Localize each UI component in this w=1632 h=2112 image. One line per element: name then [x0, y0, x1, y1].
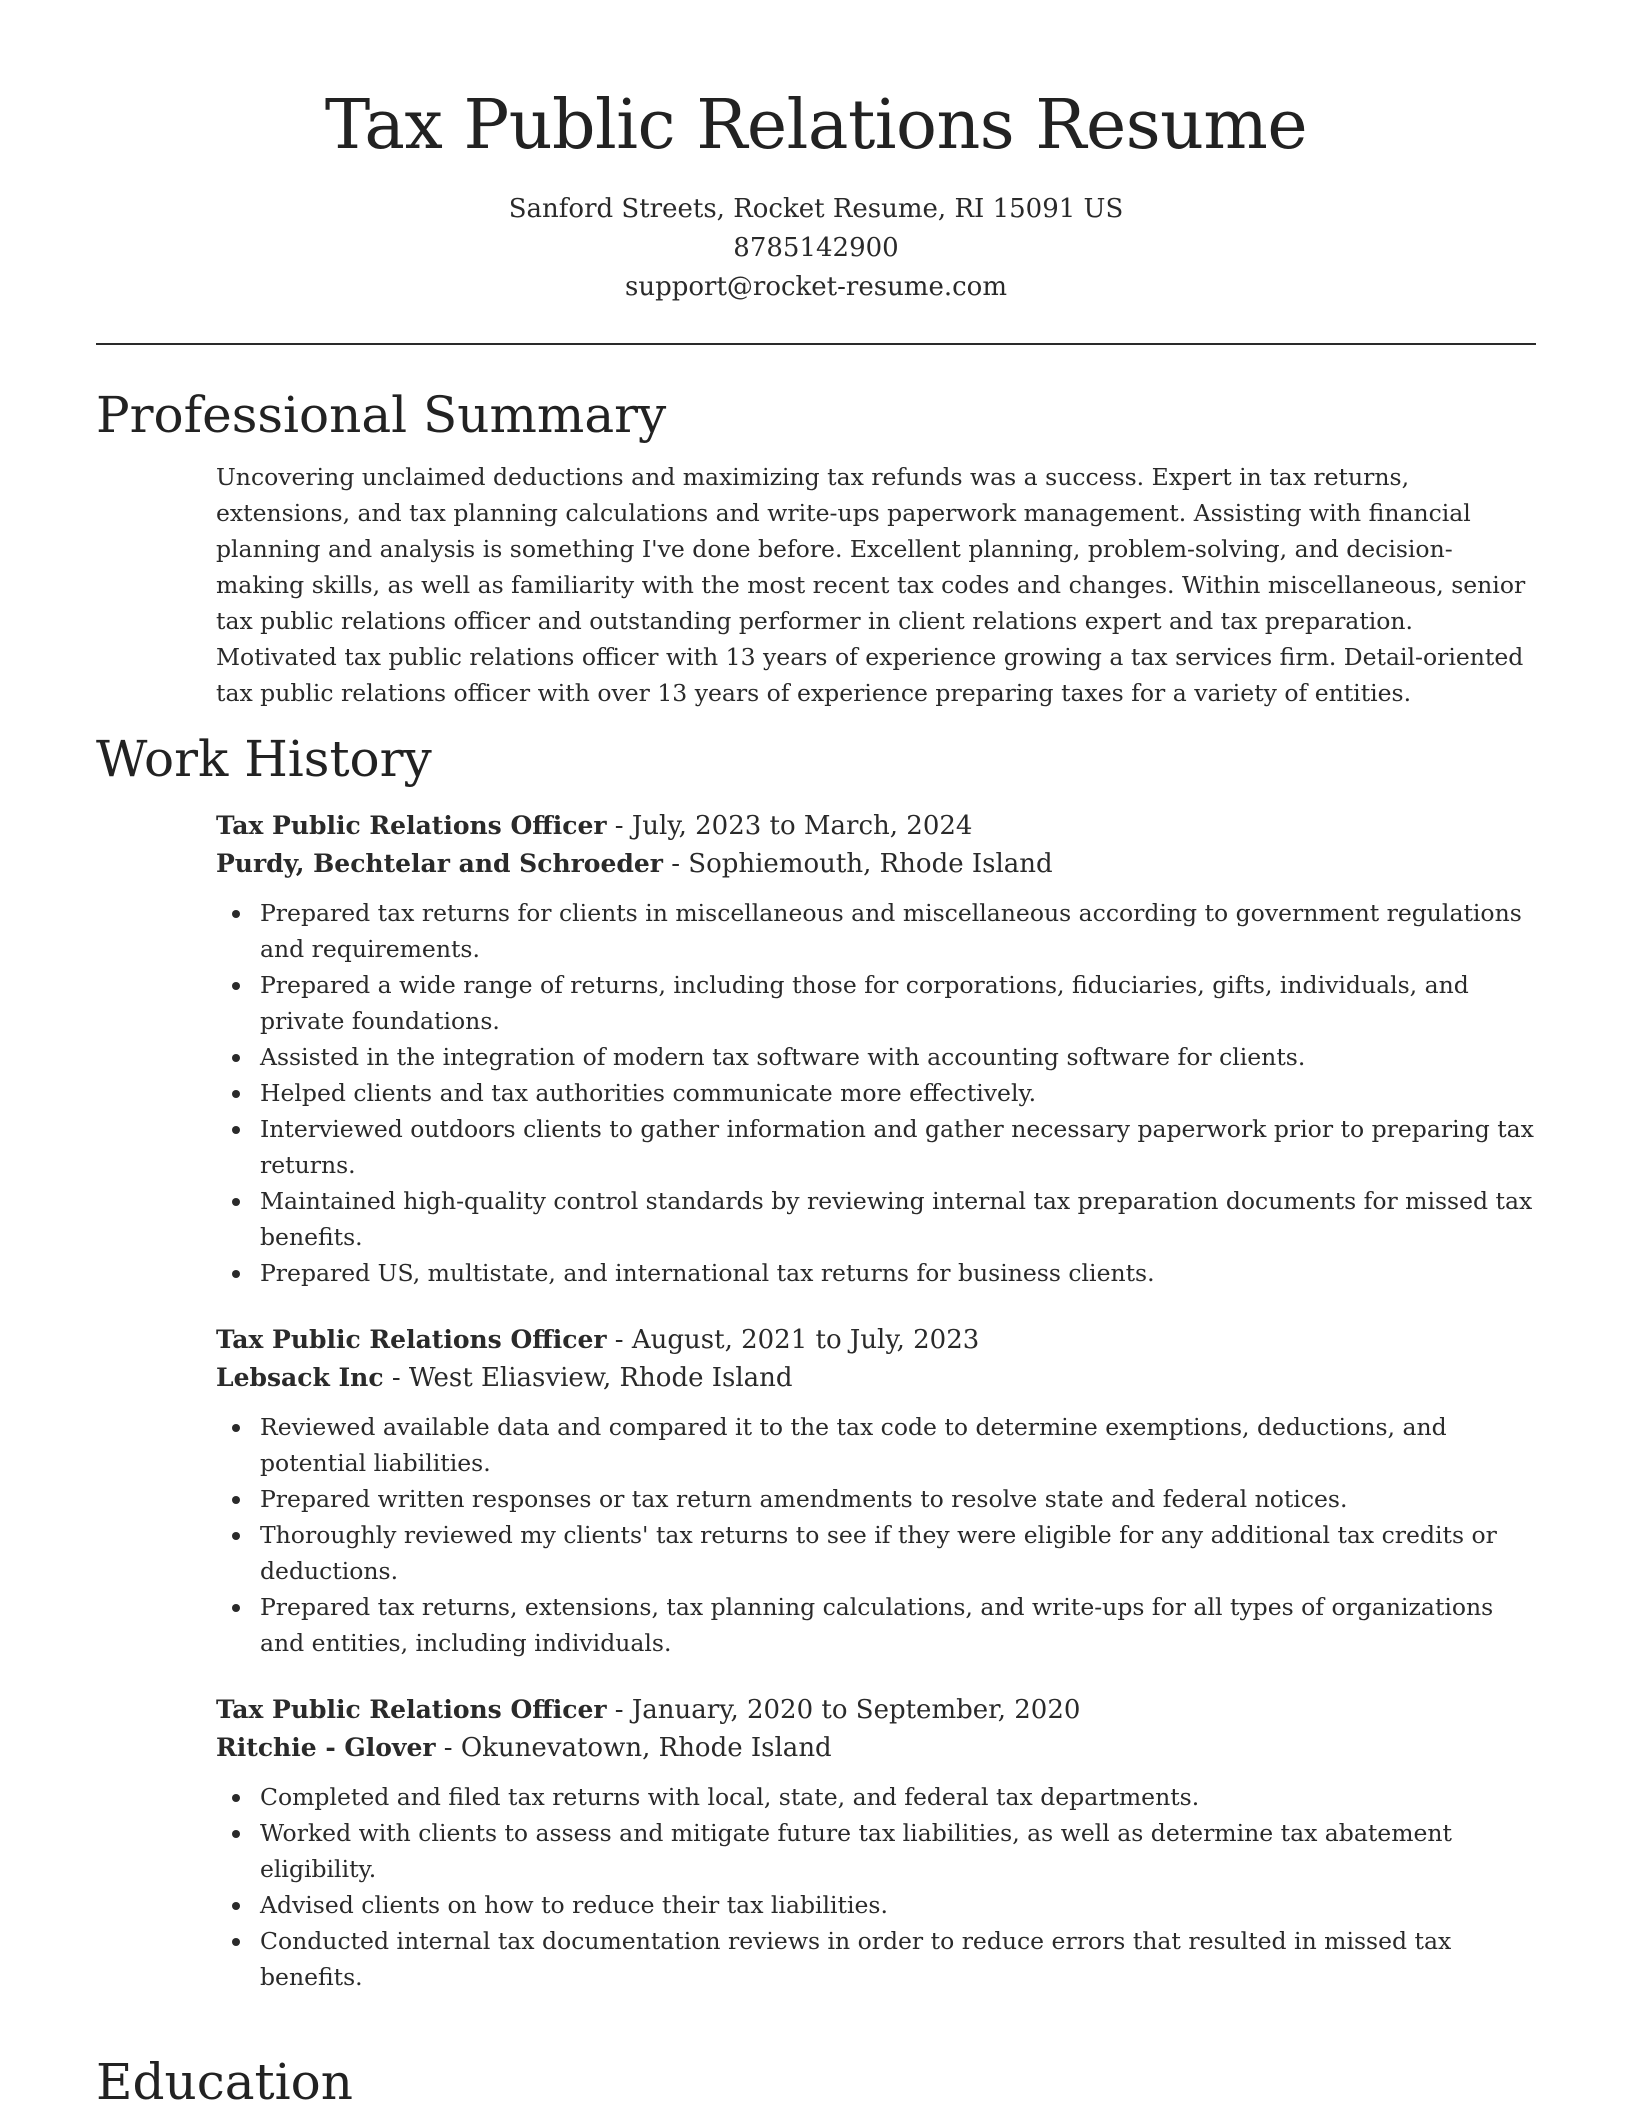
contact-email: support@rocket-resume.com [624, 272, 1007, 302]
job-bullet: Advised clients on how to reduce their tax liabilities. [216, 1887, 1536, 1923]
bullet-dot-icon [232, 1198, 240, 1206]
job-company: Lebsack Inc [216, 1363, 384, 1392]
contact-address: Sanford Streets, Rocket Resume, RI 15091 US [508, 194, 1124, 224]
bullet-dot-icon [232, 1054, 240, 1062]
work-history-heading: Work History [96, 730, 432, 788]
job-company-line [216, 845, 1536, 883]
job-company-line [216, 1359, 1536, 1397]
bullet-dot-icon [232, 982, 240, 990]
job-bullet: Reviewed available data and compared it to the tax code to determine exemptions, deductions, and potential liabilities. [216, 1409, 1536, 1481]
job-title: Tax Public Relations Officer [216, 1695, 607, 1724]
job-bullet: Maintained high-quality control standards by reviewing internal tax preparation documents for missed tax benefits. [216, 1183, 1536, 1255]
job-bullet: Thoroughly reviewed my clients' tax returns to see if they were eligible for any additional tax credits or deductions. [216, 1517, 1536, 1589]
job-bullet: Helped clients and tax authorities communicate more effectively. [216, 1075, 1536, 1111]
job-dates: - July, 2023 to March, 2024 [606, 811, 973, 841]
job-bullet: Prepared tax returns, extensions, tax planning calculations, and write-ups for all types of organizations and entities, including individuals. [216, 1589, 1536, 1661]
bullet-dot-icon [232, 1424, 240, 1432]
job-entry [216, 1321, 1536, 1661]
job-bullet: Conducted internal tax documentation reviews in order to reduce errors that resulted in missed tax benefits. [216, 1923, 1536, 1995]
job-bullet: Prepared tax returns for clients in miscellaneous and miscellaneous according to government regulations and requirements. [216, 895, 1536, 967]
job-location: - West Eliasview, Rhode Island [383, 1363, 793, 1393]
contact-block [96, 190, 1536, 307]
job-bullet: Completed and filed tax returns with local, state, and federal tax departments. [216, 1779, 1536, 1815]
bullet-dot-icon [232, 910, 240, 918]
resume-page [96, 0, 1536, 2111]
job-company: Purdy, Bechtelar and Schroeder [216, 849, 663, 878]
job-title-line [216, 1321, 1536, 1359]
bullet-dot-icon [232, 1604, 240, 1612]
job-entry [216, 807, 1536, 1291]
bullet-dot-icon [232, 1090, 240, 1098]
bullet-dot-icon [232, 1794, 240, 1802]
job-dates: - August, 2021 to July, 2023 [606, 1325, 980, 1355]
job-bullet: Interviewed outdoors clients to gather information and gather necessary paperwork prior to preparing tax returns. [216, 1111, 1536, 1183]
job-title-line [216, 1691, 1536, 1729]
job-bullet: Worked with clients to assess and mitigate future tax liabilities, as well as determine tax abatement eligibility. [216, 1815, 1536, 1887]
resume-title: Tax Public Relations Resume [324, 86, 1308, 165]
job-location: - Okunevatown, Rhode Island [435, 1733, 832, 1763]
summary-heading: Professional Summary [96, 386, 667, 444]
job-bullets [216, 1779, 1536, 1995]
job-bullet: Prepared written responses or tax return amendments to resolve state and federal notices. [216, 1481, 1536, 1517]
job-location: - Sophiemouth, Rhode Island [662, 849, 1053, 879]
job-title-line [216, 807, 1536, 845]
contact-phone: 8785142900 [733, 233, 899, 263]
job-bullets [216, 895, 1536, 1291]
job-entry [216, 1691, 1536, 1995]
bullet-dot-icon [232, 1126, 240, 1134]
bullet-dot-icon [232, 1532, 240, 1540]
job-company-line [216, 1729, 1536, 1767]
bullet-dot-icon [232, 1496, 240, 1504]
job-company: Ritchie - Glover [216, 1733, 436, 1762]
education-heading: Education [96, 2053, 353, 2111]
summary-text: Uncovering unclaimed deductions and maximizing tax refunds was a success. Expert in tax returns, extensions, and tax planning calculations and write-ups paperwork management. Assisting with financial planning and analysis is something I've done before. Excellent planning, problem-solving, and decision-making skills, as well as familiarity with the most recent tax codes and changes. Within miscellaneous, senior tax public relations officer and outstanding performer in client relations expert and tax preparation. Motivated tax public relations officer with 13 years of experience growing a tax services firm. Detail-oriented tax public relations officer with over 13 years of experience preparing taxes for a variety of entities. [216, 463, 1526, 707]
job-title: Tax Public Relations Officer [216, 811, 607, 840]
bullet-dot-icon [232, 1830, 240, 1838]
job-bullet: Prepared a wide range of returns, including those for corporations, fiduciaries, gifts, individuals, and private foundations. [216, 967, 1536, 1039]
bullet-dot-icon [232, 1270, 240, 1278]
summary-body [216, 459, 1536, 711]
job-bullet: Prepared US, multistate, and international tax returns for business clients. [216, 1255, 1536, 1291]
job-bullets [216, 1409, 1536, 1661]
bullet-dot-icon [232, 1938, 240, 1946]
job-bullet: Assisted in the integration of modern tax software with accounting software for clients. [216, 1039, 1536, 1075]
header-divider [96, 343, 1536, 345]
job-dates: - January, 2020 to September, 2020 [606, 1695, 1081, 1725]
bullet-dot-icon [232, 1902, 240, 1910]
job-title: Tax Public Relations Officer [216, 1325, 607, 1354]
